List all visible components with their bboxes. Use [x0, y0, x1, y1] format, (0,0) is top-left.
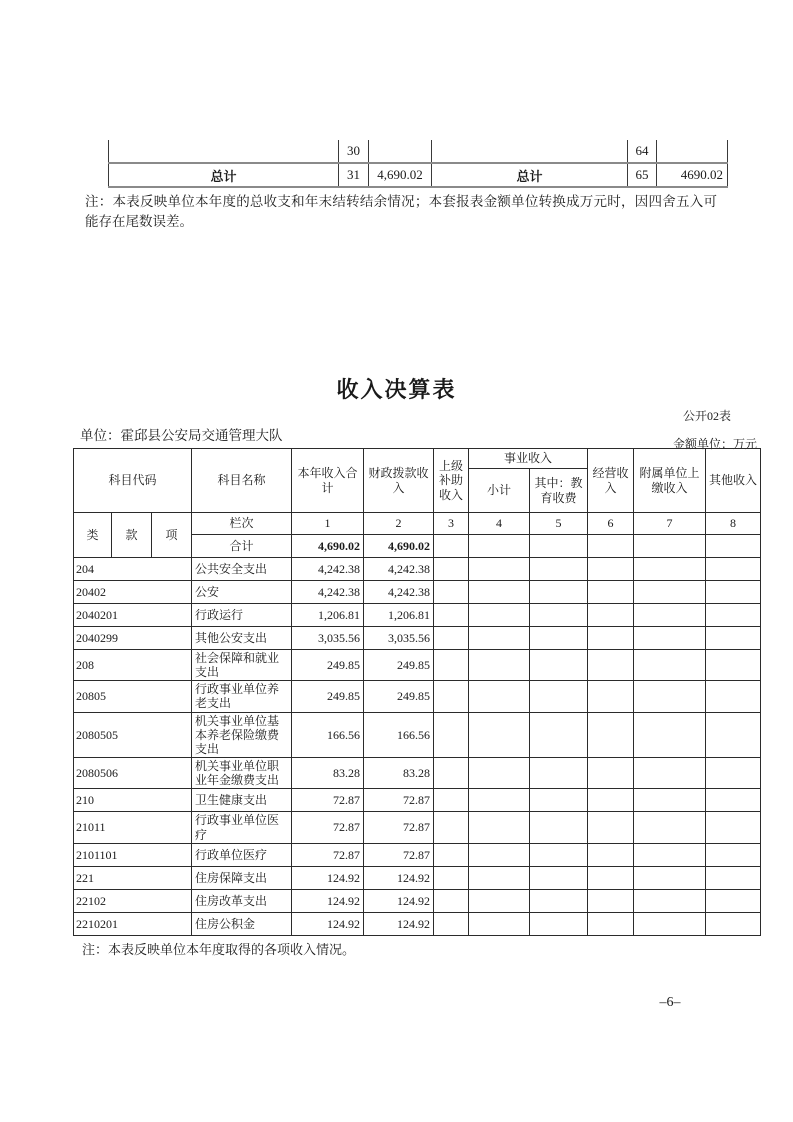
empty-cell	[530, 627, 588, 650]
year-total-cell: 72.87	[292, 789, 364, 812]
empty-cell	[434, 758, 469, 789]
fiscal-income-cell: 72.87	[364, 812, 434, 843]
empty-cell	[588, 912, 634, 935]
empty-cell	[469, 889, 530, 912]
empty-cell	[706, 535, 761, 558]
income-table-row	[74, 866, 761, 889]
empty-cell	[469, 712, 530, 757]
year-total-cell: 124.92	[292, 889, 364, 912]
empty-cell	[634, 866, 706, 889]
empty-cell	[588, 758, 634, 789]
empty-cell	[706, 712, 761, 757]
empty-cell	[706, 889, 761, 912]
fiscal-income-cell: 249.85	[364, 681, 434, 712]
empty-cell	[469, 604, 530, 627]
income-table-row	[74, 627, 761, 650]
subject-name-cell: 住房公积金	[192, 912, 292, 935]
subject-code-cell: 208	[74, 650, 192, 681]
empty-cell	[588, 866, 634, 889]
value-cell	[369, 140, 432, 163]
year-total-cell: 4,242.38	[292, 581, 364, 604]
subject-code-cell: 204	[74, 558, 192, 581]
subject-code-cell: 20805	[74, 681, 192, 712]
empty-cell	[434, 535, 469, 558]
empty-cell	[469, 843, 530, 866]
previous-table-fragment	[108, 140, 728, 188]
empty-cell	[588, 889, 634, 912]
subject-name-cell: 行政单位医疗	[192, 843, 292, 866]
empty-cell	[588, 581, 634, 604]
fiscal-income-cell: 4,242.38	[364, 581, 434, 604]
subject-name-cell: 公安	[192, 581, 292, 604]
col-header-subject-code: 科目代码	[74, 449, 192, 513]
grand-total-year: 4,690.02	[292, 535, 364, 558]
year-total-cell: 4,242.38	[292, 558, 364, 581]
col-header-class: 类	[74, 513, 112, 558]
empty-cell	[706, 912, 761, 935]
col-index: 2	[364, 513, 434, 535]
col-header-business-income-group: 事业收入	[469, 449, 588, 469]
total-value-cell: 4690.02	[657, 163, 728, 187]
subject-code-cell: 21011	[74, 812, 192, 843]
col-index: 8	[706, 513, 761, 535]
col-header-subsidy-income: 上级补助收入	[434, 449, 469, 513]
empty-cell	[634, 581, 706, 604]
fiscal-income-cell: 1,206.81	[364, 604, 434, 627]
fiscal-income-cell: 83.28	[364, 758, 434, 789]
empty-cell	[434, 581, 469, 604]
empty-cell	[706, 789, 761, 812]
col-header-xiang: 项	[152, 513, 192, 558]
empty-cell	[434, 712, 469, 757]
empty-cell	[469, 912, 530, 935]
empty-cell	[530, 758, 588, 789]
empty-cell	[706, 812, 761, 843]
year-total-cell: 166.56	[292, 712, 364, 757]
empty-cell	[434, 604, 469, 627]
empty-cell	[588, 650, 634, 681]
subject-name-cell: 机关事业单位职业年金缴费支出	[192, 758, 292, 789]
label-cell	[432, 140, 628, 163]
income-table-row	[74, 789, 761, 812]
col-index: 7	[634, 513, 706, 535]
col-header-education-fee: 其中：教育收费	[530, 469, 588, 513]
subject-name-cell: 行政事业单位医疗	[192, 812, 292, 843]
empty-cell	[588, 681, 634, 712]
subject-code-cell: 2080505	[74, 712, 192, 757]
public-table-code: 公开02表	[682, 409, 731, 423]
col-index-label: 栏次	[192, 513, 292, 535]
subject-name-cell: 住房改革支出	[192, 889, 292, 912]
table-row	[109, 140, 728, 163]
total-label-cell: 总计	[109, 163, 339, 187]
page-title: 收入决算表	[336, 377, 457, 402]
empty-cell	[634, 650, 706, 681]
subject-code-cell: 2040201	[74, 604, 192, 627]
empty-cell	[530, 712, 588, 757]
empty-cell	[634, 558, 706, 581]
grand-total-label: 合计	[192, 535, 292, 558]
amount-unit-label: 金额单位：万元	[672, 437, 757, 451]
income-table-row	[74, 558, 761, 581]
empty-cell	[434, 843, 469, 866]
empty-cell	[530, 604, 588, 627]
year-total-cell: 72.87	[292, 843, 364, 866]
fiscal-income-cell: 3,035.56	[364, 627, 434, 650]
empty-cell	[634, 535, 706, 558]
empty-cell	[588, 712, 634, 757]
subject-code-cell: 2080506	[74, 758, 192, 789]
income-table-row	[74, 758, 761, 789]
income-table-row	[74, 912, 761, 935]
subject-code-cell: 210	[74, 789, 192, 812]
empty-cell	[706, 650, 761, 681]
year-total-cell: 124.92	[292, 912, 364, 935]
income-table-row	[74, 712, 761, 757]
subject-name-cell: 行政运行	[192, 604, 292, 627]
empty-cell	[434, 866, 469, 889]
empty-cell	[434, 789, 469, 812]
col-header-fiscal-income: 财政拨款收入	[364, 449, 434, 513]
empty-cell	[469, 535, 530, 558]
year-total-cell: 3,035.56	[292, 627, 364, 650]
col-index: 4	[469, 513, 530, 535]
empty-cell	[469, 627, 530, 650]
empty-cell	[634, 843, 706, 866]
fiscal-income-cell: 166.56	[364, 712, 434, 757]
year-total-cell: 1,206.81	[292, 604, 364, 627]
empty-cell	[469, 681, 530, 712]
empty-cell	[469, 758, 530, 789]
empty-cell	[588, 558, 634, 581]
empty-cell	[530, 558, 588, 581]
empty-cell	[706, 866, 761, 889]
empty-cell	[588, 627, 634, 650]
grand-total-fiscal: 4,690.02	[364, 535, 434, 558]
empty-cell	[530, 912, 588, 935]
value-cell	[657, 140, 728, 163]
fiscal-income-cell: 249.85	[364, 650, 434, 681]
subject-name-cell: 卫生健康支出	[192, 789, 292, 812]
income-table-row	[74, 812, 761, 843]
col-header-operating-income: 经营收入	[588, 449, 634, 513]
subject-name-cell: 公共安全支出	[192, 558, 292, 581]
empty-cell	[530, 581, 588, 604]
subject-name-cell: 住房保障支出	[192, 866, 292, 889]
empty-cell	[469, 558, 530, 581]
year-total-cell: 83.28	[292, 758, 364, 789]
col-index: 1	[292, 513, 364, 535]
unit-name: 单位：霍邱县公安局交通管理大队	[80, 428, 283, 443]
empty-cell	[706, 604, 761, 627]
empty-cell	[588, 812, 634, 843]
fiscal-income-cell: 4,242.38	[364, 558, 434, 581]
empty-cell	[530, 812, 588, 843]
empty-cell	[530, 889, 588, 912]
col-header-kuan: 款	[112, 513, 152, 558]
empty-cell	[434, 812, 469, 843]
line-number-cell: 64	[628, 140, 657, 163]
subject-code-cell: 22102	[74, 889, 192, 912]
empty-cell	[434, 627, 469, 650]
header-row-column-index	[74, 513, 761, 535]
empty-cell	[588, 789, 634, 812]
empty-cell	[588, 535, 634, 558]
fiscal-income-cell: 72.87	[364, 789, 434, 812]
empty-cell	[634, 627, 706, 650]
empty-cell	[434, 681, 469, 712]
col-index: 5	[530, 513, 588, 535]
previous-table-note: 注：本表反映单位本年度的总收支和年末结转结余情况；本套报表金额单位转换成万元时，因四舍五入可能存在尾数误差。	[85, 194, 717, 230]
empty-cell	[634, 681, 706, 712]
empty-cell	[634, 889, 706, 912]
subject-code-cell: 2101101	[74, 843, 192, 866]
empty-cell	[434, 912, 469, 935]
fiscal-income-cell: 124.92	[364, 889, 434, 912]
empty-cell	[469, 650, 530, 681]
subject-name-cell: 机关事业单位基本养老保险缴费支出	[192, 712, 292, 757]
empty-cell	[530, 681, 588, 712]
fiscal-income-cell: 124.92	[364, 866, 434, 889]
empty-cell	[706, 558, 761, 581]
empty-cell	[634, 912, 706, 935]
total-label-cell: 总计	[432, 163, 628, 187]
empty-cell	[530, 843, 588, 866]
empty-cell	[706, 843, 761, 866]
empty-cell	[634, 712, 706, 757]
empty-cell	[530, 650, 588, 681]
col-index: 6	[588, 513, 634, 535]
subject-code-cell: 20402	[74, 581, 192, 604]
subject-code-cell: 2210201	[74, 912, 192, 935]
fiscal-income-cell: 124.92	[364, 912, 434, 935]
subject-name-cell: 其他公安支出	[192, 627, 292, 650]
empty-cell	[634, 758, 706, 789]
empty-cell	[469, 789, 530, 812]
empty-cell	[530, 535, 588, 558]
col-header-other-income: 其他收入	[706, 449, 761, 513]
year-total-cell: 124.92	[292, 866, 364, 889]
empty-cell	[434, 558, 469, 581]
income-table-row	[74, 843, 761, 866]
income-table-row	[74, 581, 761, 604]
subject-code-cell: 2040299	[74, 627, 192, 650]
income-table	[73, 448, 761, 936]
income-table-note: 注：本表反映单位本年度取得的各项收入情况。	[82, 941, 356, 957]
fiscal-income-cell: 72.87	[364, 843, 434, 866]
empty-cell	[469, 581, 530, 604]
income-table-section	[73, 448, 761, 958]
year-total-cell: 249.85	[292, 681, 364, 712]
line-number-cell: 65	[628, 163, 657, 187]
label-cell	[109, 140, 339, 163]
year-total-cell: 72.87	[292, 812, 364, 843]
col-header-affiliated-income: 附属单位上缴收入	[634, 449, 706, 513]
empty-cell	[706, 681, 761, 712]
empty-cell	[634, 604, 706, 627]
empty-cell	[469, 812, 530, 843]
empty-cell	[706, 581, 761, 604]
line-number-cell: 31	[339, 163, 369, 187]
empty-cell	[469, 866, 530, 889]
empty-cell	[706, 627, 761, 650]
empty-cell	[634, 812, 706, 843]
income-table-row	[74, 889, 761, 912]
col-header-year-total: 本年收入合计	[292, 449, 364, 513]
income-table-row	[74, 650, 761, 681]
empty-cell	[530, 789, 588, 812]
empty-cell	[434, 889, 469, 912]
empty-cell	[434, 650, 469, 681]
subject-name-cell: 社会保障和就业支出	[192, 650, 292, 681]
empty-cell	[588, 843, 634, 866]
col-header-subject-name: 科目名称	[192, 449, 292, 513]
line-number-cell: 30	[339, 140, 369, 163]
col-index: 3	[434, 513, 469, 535]
subject-name-cell: 行政事业单位养老支出	[192, 681, 292, 712]
table-row-total	[109, 163, 728, 187]
year-total-cell: 249.85	[292, 650, 364, 681]
total-value-cell: 4,690.02	[369, 163, 432, 187]
empty-cell	[530, 866, 588, 889]
empty-cell	[588, 604, 634, 627]
empty-cell	[634, 789, 706, 812]
col-header-business-subtotal: 小计	[469, 469, 530, 513]
empty-cell	[706, 758, 761, 789]
income-table-row	[74, 681, 761, 712]
income-table-row	[74, 604, 761, 627]
header-row-1	[74, 449, 761, 469]
page-number: –6–	[659, 995, 681, 1010]
subject-code-cell: 221	[74, 866, 192, 889]
